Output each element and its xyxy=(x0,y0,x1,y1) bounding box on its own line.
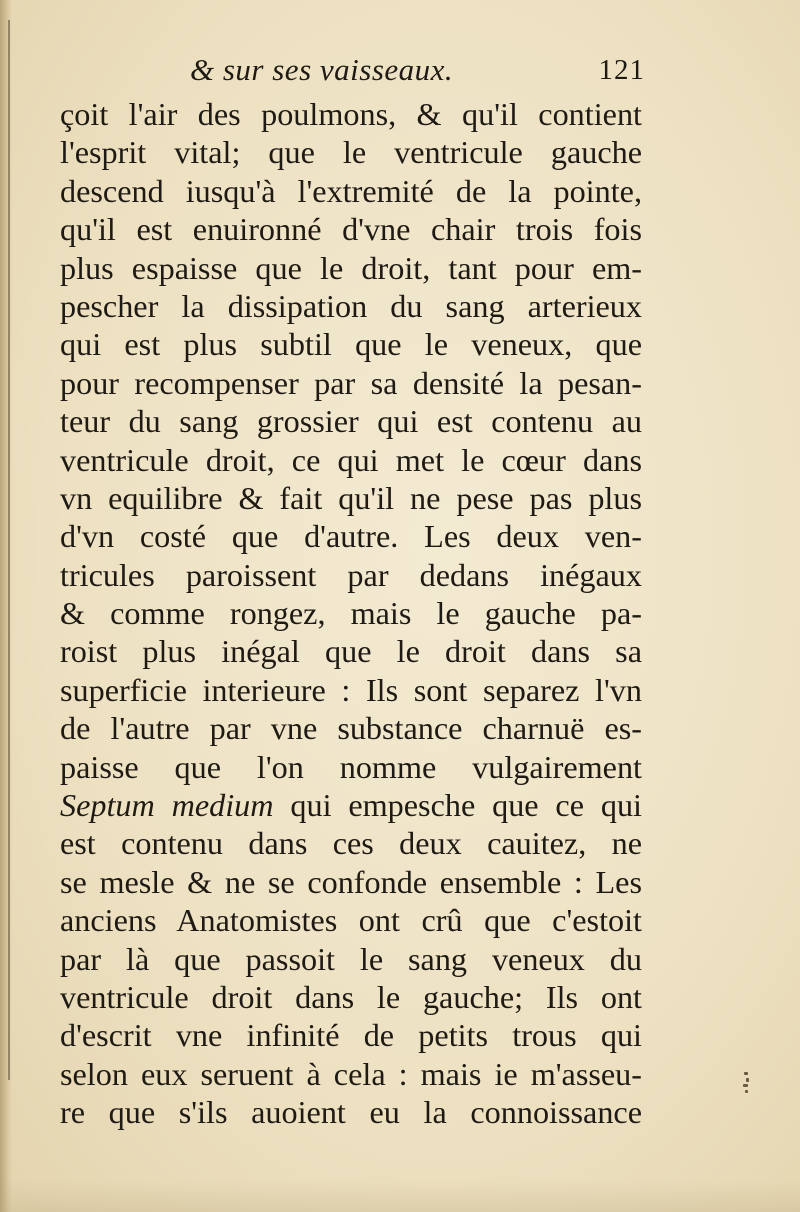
ink-specks xyxy=(742,1072,752,1096)
text-line: pescher la dissipation du sang arterieux xyxy=(60,287,642,324)
page-number: 121 xyxy=(598,54,645,86)
text-line: & comme rongez, mais le gauche pa- xyxy=(60,595,642,632)
bottom-margin xyxy=(0,1180,800,1212)
running-head xyxy=(190,52,660,92)
text-line: ventricule droit dans le gauche; Ils ont xyxy=(60,978,642,1015)
page-edge-line xyxy=(8,20,10,1080)
text-line: est contenu dans ces deux cauitez, ne xyxy=(60,825,642,862)
text-line: tricules paroissent par dedans inégaux xyxy=(60,556,642,593)
text-line: anciens Anatomistes ont crû que c'estoit xyxy=(60,902,642,939)
text-line: de l'autre par vne substance charnuë es- xyxy=(60,710,642,747)
text-line: re que s'ils auoient eu la connoissance xyxy=(60,1094,642,1131)
text-line-with-latin xyxy=(60,786,642,824)
running-title: & sur ses vaisseaux. xyxy=(190,52,454,87)
text-line: ventricule droit, ce qui met le cœur dans xyxy=(60,441,642,478)
body-text xyxy=(60,95,642,1132)
text-line: descend iusqu'à l'extremité de la pointe, xyxy=(60,172,642,209)
text-line: l'esprit vital; que le ventricule gauche xyxy=(60,134,642,171)
text-line: paisse que l'on nomme vulgairement xyxy=(60,748,642,785)
text-line: plus espaisse que le droit, tant pour em- xyxy=(60,249,642,286)
text-line: vn equilibre & fait qu'il ne pese pas plus xyxy=(60,479,642,516)
text-line: d'vn costé que d'autre. Les deux ven- xyxy=(60,518,642,555)
text-line: çoit l'air des poulmons, & qu'il contient xyxy=(60,96,642,132)
text-line: pour recompenser par sa densité la pesan- xyxy=(60,364,642,401)
text-line-rest: qui empesche que ce qui xyxy=(290,787,642,824)
text-line: par là que passoit le sang veneux du xyxy=(60,940,642,977)
latin-term: Septum medium xyxy=(60,787,274,824)
text-line: teur du sang grossier qui est contenu au xyxy=(60,403,642,440)
text-line: selon eux seruent à cela : mais ie m'asseu- xyxy=(60,1055,642,1092)
text-line: se mesle & ne se confonde ensemble : Les xyxy=(60,863,642,900)
text-line: qui est plus subtil que le veneux, que xyxy=(60,326,642,363)
text-line: roist plus inégal que le droit dans sa xyxy=(60,633,642,670)
text-line: d'escrit vne infinité de petits trous qui xyxy=(60,1017,642,1054)
text-line: superficie interieure : Ils sont separez l'vn xyxy=(60,671,642,708)
page-gutter-shadow xyxy=(0,0,12,1212)
text-line: qu'il est enuironné d'vne chair trois fois xyxy=(60,211,642,248)
